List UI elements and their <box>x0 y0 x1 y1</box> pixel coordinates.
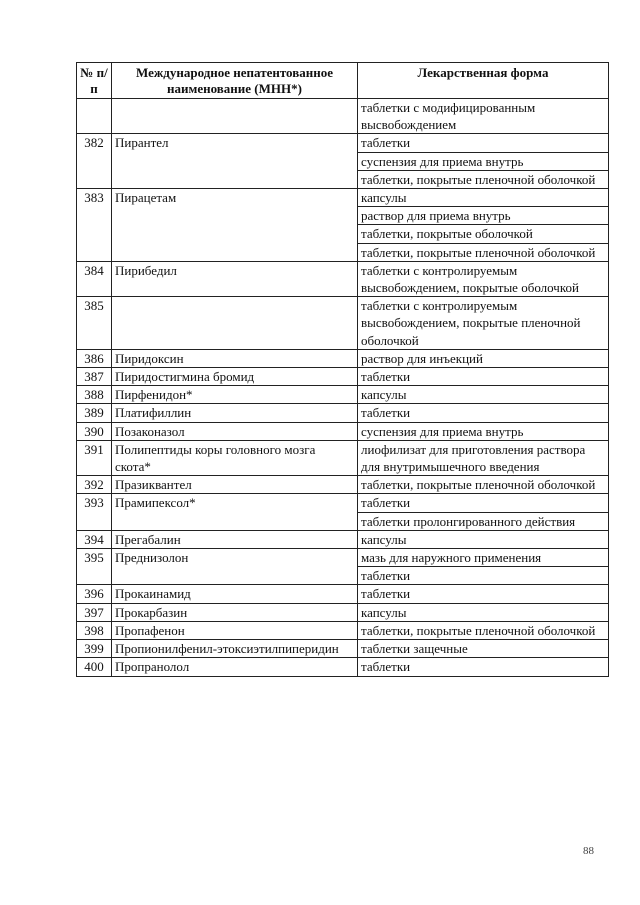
row-number: 395 <box>77 549 112 585</box>
dosage-form: капсулы <box>358 386 609 404</box>
drug-inn-name: Преднизолон <box>112 549 358 585</box>
table-row <box>77 658 609 676</box>
row-number: 394 <box>77 530 112 548</box>
row-number: 398 <box>77 621 112 639</box>
dosage-form: таблетки пролонгированного действия <box>358 512 609 530</box>
drug-inn-name: Пирибедил <box>112 261 358 296</box>
row-number: 393 <box>77 494 112 530</box>
row-number: 382 <box>77 134 112 189</box>
dosage-form: раствор для инъекций <box>358 349 609 367</box>
table-row <box>77 585 609 603</box>
dosage-form: таблетки защечные <box>358 640 609 658</box>
dosage-form: таблетки, покрытые пленочной оболочкой <box>358 243 609 261</box>
dosage-form: таблетки <box>358 494 609 512</box>
table-row <box>77 476 609 494</box>
drug-inn-name: Прегабалин <box>112 530 358 548</box>
row-number: 386 <box>77 349 112 367</box>
row-number: 390 <box>77 422 112 440</box>
drug-inn-name: Пропранолол <box>112 658 358 676</box>
drug-inn-name: Полипептиды коры головного мозга скота* <box>112 440 358 475</box>
drug-inn-name: Пропионилфенил-этоксиэтилпиперидин <box>112 640 358 658</box>
table-row <box>77 368 609 386</box>
drug-inn-name: Позаконазол <box>112 422 358 440</box>
dosage-form: таблетки, покрытые пленочной оболочкой <box>358 621 609 639</box>
table-header-row <box>77 63 609 99</box>
table-row <box>77 404 609 422</box>
drug-inn-name: Пиридоксин <box>112 349 358 367</box>
table-row <box>77 297 609 350</box>
dosage-form: таблетки, покрытые пленочной оболочкой <box>358 170 609 188</box>
row-number: 383 <box>77 189 112 262</box>
drug-inn-name: Прокарбазин <box>112 603 358 621</box>
table-body <box>77 99 609 677</box>
page-number: 88 <box>583 845 594 857</box>
table-row <box>77 530 609 548</box>
dosage-form: суспензия для приема внутрь <box>358 152 609 170</box>
drug-inn-name: Пирацетам <box>112 189 358 262</box>
table-row <box>77 640 609 658</box>
row-number <box>77 99 112 134</box>
drug-inn-name: Пиридостигмина бромид <box>112 368 358 386</box>
table-row <box>77 349 609 367</box>
dosage-form: капсулы <box>358 603 609 621</box>
header-inn-name: Международное непатентованное наименование (МНН*) <box>112 63 358 99</box>
dosage-form: раствор для приема внутрь <box>358 207 609 225</box>
drug-inn-name: Прокаинамид <box>112 585 358 603</box>
row-number: 384 <box>77 261 112 296</box>
drug-list-table <box>76 62 609 677</box>
dosage-form: суспензия для приема внутрь <box>358 422 609 440</box>
drug-inn-name <box>112 99 358 134</box>
table-row <box>77 621 609 639</box>
row-number: 396 <box>77 585 112 603</box>
table-row <box>77 603 609 621</box>
table-row <box>77 134 609 152</box>
table-row <box>77 386 609 404</box>
row-number: 391 <box>77 440 112 475</box>
dosage-form: таблетки, покрытые оболочкой <box>358 225 609 243</box>
dosage-form: лиофилизат для приготовления раствора для внутримышечного введения <box>358 440 609 475</box>
dosage-form: таблетки с контролируемым высвобождением, покрытые оболочкой <box>358 261 609 296</box>
table-row <box>77 440 609 475</box>
dosage-form: таблетки с модифицированным высвобождением <box>358 99 609 134</box>
dosage-form: таблетки <box>358 404 609 422</box>
row-number: 389 <box>77 404 112 422</box>
row-number: 385 <box>77 297 112 350</box>
dosage-form: таблетки, покрытые пленочной оболочкой <box>358 476 609 494</box>
row-number: 399 <box>77 640 112 658</box>
table-row <box>77 494 609 512</box>
dosage-form: таблетки <box>358 368 609 386</box>
row-number: 392 <box>77 476 112 494</box>
header-dosage-form: Лекарственная форма <box>358 63 609 99</box>
drug-inn-name <box>112 297 358 350</box>
table-row <box>77 549 609 567</box>
drug-inn-name: Празиквантел <box>112 476 358 494</box>
table-row <box>77 422 609 440</box>
drug-inn-name: Пропафенон <box>112 621 358 639</box>
table-row <box>77 261 609 296</box>
dosage-form: таблетки с контролируемым высвобождением, покрытые пленочной оболочкой <box>358 297 609 350</box>
dosage-form: таблетки <box>358 658 609 676</box>
row-number: 387 <box>77 368 112 386</box>
row-number: 397 <box>77 603 112 621</box>
dosage-form: капсулы <box>358 530 609 548</box>
drug-inn-name: Прамипексол* <box>112 494 358 530</box>
dosage-form: таблетки <box>358 585 609 603</box>
dosage-form: мазь для наружного применения <box>358 549 609 567</box>
dosage-form: таблетки <box>358 567 609 585</box>
drug-inn-name: Пирантел <box>112 134 358 189</box>
drug-inn-name: Пирфенидон* <box>112 386 358 404</box>
dosage-form: капсулы <box>358 189 609 207</box>
row-number: 400 <box>77 658 112 676</box>
drug-inn-name: Платифиллин <box>112 404 358 422</box>
header-number: № п/п <box>77 63 112 99</box>
dosage-form: таблетки <box>358 134 609 152</box>
table-row <box>77 189 609 207</box>
table-row <box>77 99 609 134</box>
row-number: 388 <box>77 386 112 404</box>
